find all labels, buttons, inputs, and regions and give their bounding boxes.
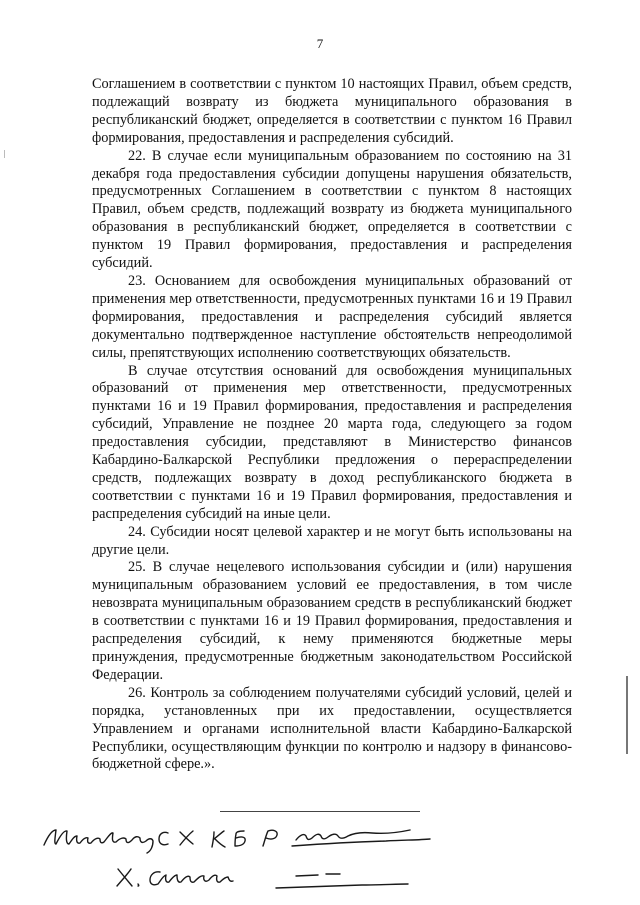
- ink-letters-kbr: [212, 830, 277, 847]
- handwritten-signature: [0, 820, 640, 905]
- paragraph-22: 22. В случае если муниципальным образованием по состоянию на 31 декабря года предоставления субсидии допущены нарушения обязательств, предусмотренных Соглашением в соответствии с пунктом 8 настоящих Правил, объем средств, подлежащий возврату из бюджета муниципального образования в республиканский бюджет, определяется в соответствии с пунктом 19 Правил формирования, предоставления и распределения субсидий.: [92, 147, 572, 272]
- ink-word-surname: [150, 872, 233, 885]
- separator-line: [220, 811, 420, 812]
- ink-dashes: [296, 874, 340, 876]
- paragraph-25: 25. В случае нецелевого использования субсидии и (или) нарушения муниципальным образованием условий ее предоставления, в том числе невозврата муниципальным образованием средств в республиканский бюджет в соответствии с пунктами 16 и 19 Правил формирования, предоставления и распределения субсидий, к нему применяются бюджетные меры принуждения, предусмотренные бюджетным законодательством Российской Федерации.: [92, 559, 572, 683]
- scan-edge-mark: [626, 676, 628, 754]
- ink-flourish-1: [296, 830, 410, 840]
- paragraph-23-continued: В случае отсутствия оснований для освобождения муниципальных образований от применения мер ответственности, предусмотренных пунктами 16 и 19 Правил формирования, предоставления и распределения субсидий, Управление не позднее 20 марта года, следующего за годом предоставления субсидии, представляют в Министерство финансов Кабардино-Балкарской Республики предложения о перераспределении средств, подлежащих возврату в доход республиканского бюджета в соответствии с пунктами 16 и 19 Правил формирования, предоставления и распределения субсидий на иные цели.: [92, 362, 572, 522]
- paragraph-continuation: Соглашением в соответствии с пунктом 10 настоящих Правил, объем средств, подлежащий возврату из бюджета муниципального образования в республиканский бюджет, определяется в соответствии с пунктом 16 Правил формирования, предоставления и распределения субсидий.: [92, 76, 572, 146]
- page-number: 7: [316, 36, 324, 51]
- paragraph-26: 26. Контроль за соблюдением получателями субсидий условий, целей и порядка, установленных при их предоставлении, осуществляется Управлением и органами исполнительной власти Кабардино-Балкарской Республики, осуществляющим функции по контролю и надзору в финансово-бюджетной сфере.».: [92, 684, 572, 773]
- ink-underline-2: [276, 884, 408, 888]
- ink-letters-sh: [159, 831, 193, 845]
- ink-underline-1: [292, 839, 430, 846]
- ink-initial: [117, 869, 139, 886]
- document-body: [92, 76, 572, 774]
- signature-ink: [0, 820, 640, 905]
- scan-edge-tick: [4, 150, 5, 158]
- paragraph-23: 23. Основанием для освобождения муниципальных образований от применения мер ответственности, предусмотренных пунктами 16 и 19 Правил формирования, предоставления и распределения субсидий является документально подтвержденное наступление обстоятельств непреодолимой силы, препятствующих исполнению соответствующих обязательств.: [92, 272, 572, 361]
- paragraph-24: 24. Субсидии носят целевой характер и не могут быть использованы на другие цели.: [92, 523, 572, 558]
- ink-word-minister: [44, 830, 153, 853]
